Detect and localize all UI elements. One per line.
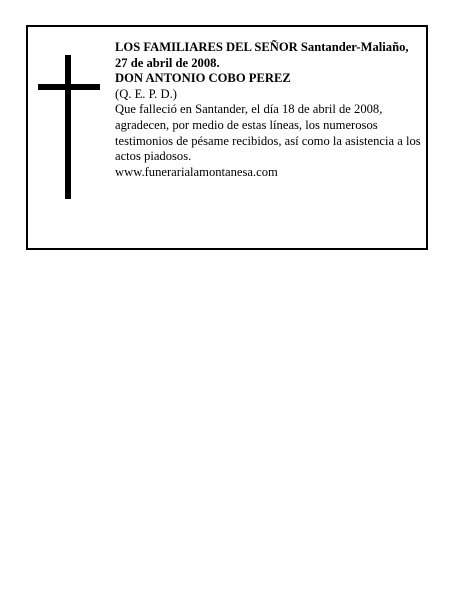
cross-horizontal-bar xyxy=(38,84,100,90)
deceased-name: DON ANTONIO COBO PEREZ xyxy=(115,71,291,86)
cross-vertical-bar xyxy=(65,55,71,199)
cross-icon xyxy=(38,55,100,199)
notice-text xyxy=(115,40,421,180)
funeral-home-website: www.funerarialamontanesa.com xyxy=(115,164,278,179)
notice-body: Que falleció en Santander, el día 18 de abril de 2008, agradecen, por medio de estas líneas, los numerosos testimonios de pésame recibidos, así como la asistencia a los actos piadosos. xyxy=(115,102,421,164)
notice-heading: LOS FAMILIARES DEL SEÑOR Santander-Maliaño, 27 de abril de 2008. xyxy=(115,40,409,70)
obituary-notice xyxy=(26,25,428,250)
qepd-text: (Q. E. P. D.) xyxy=(115,86,177,101)
